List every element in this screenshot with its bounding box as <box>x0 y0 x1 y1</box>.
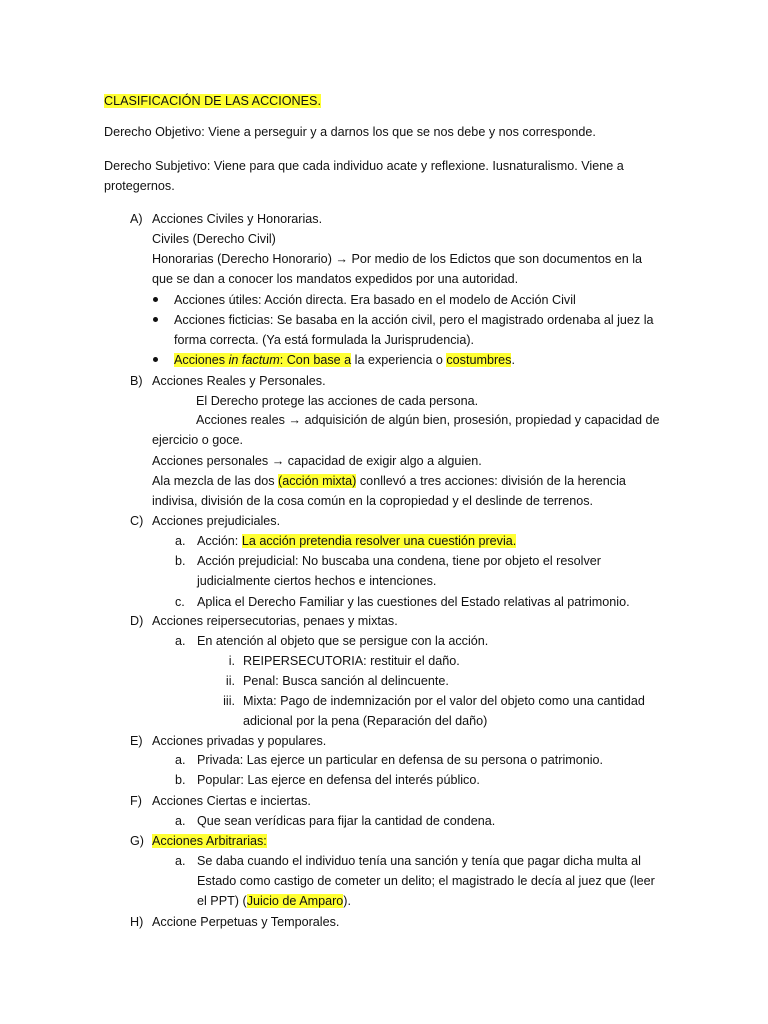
bullet-icon <box>153 357 158 362</box>
section-b-line-4: Acciones personales → capacidad de exigir algo a alguien. <box>152 454 482 468</box>
section-a-marker: A) <box>130 212 143 226</box>
section-d-iii-line-2: adicional por la pena (Reparación del daño) <box>243 714 488 728</box>
highlight-juicio-de-amparo: Juicio de Amparo <box>246 894 344 908</box>
section-b-marker: B) <box>130 374 143 388</box>
section-a-bullet-2-line-1: Acciones ficticias: Se basaba en la acción civil, pero el magistrado ordenaba al juez la <box>174 313 654 327</box>
highlight-acciones-arbitrarias: Acciones Arbitrarias: <box>152 834 267 848</box>
section-d-ii-marker: ii. <box>225 674 235 688</box>
section-a-heading: Acciones Civiles y Honorarias. <box>152 212 323 226</box>
highlight-cuestion-previa: La acción pretendia resolver una cuestión previa. <box>241 534 517 548</box>
section-d-heading: Acciones reipersecutorias, penaes y mixtas. <box>152 614 398 628</box>
section-b-line-5 <box>152 471 626 491</box>
section-h-marker: H) <box>130 915 144 929</box>
section-c-a <box>197 531 516 551</box>
section-c-b-line-1: Acción prejudicial: No buscaba una condena, tiene por objeto el resolver <box>197 554 601 568</box>
section-b-line-6: indivisa, división de la cosa común en la copropiedad y el deslinde de terrenos. <box>152 494 594 508</box>
section-g-a-line-2: Estado como castigo de cometer un delito; el magistrado le decía al juez que (leer <box>197 874 655 888</box>
section-e-a-marker: a. <box>175 753 186 767</box>
section-a-civiles: Civiles (Derecho Civil) <box>152 232 276 246</box>
section-e-marker: E) <box>130 734 143 748</box>
paragraph-derecho-subjetivo-line-1: Derecho Subjetivo: Viene para que cada individuo acate y reflexione. Iusnaturalismo. Viene a <box>104 159 624 173</box>
section-d-a-marker: a. <box>175 634 186 648</box>
document-title <box>104 91 321 111</box>
section-b-line-2: Acciones reales → adquisición de algún bien, prosesión, propiedad y capacidad de <box>196 413 660 427</box>
section-d-a: En atención al objeto que se persigue con la acción. <box>197 634 489 648</box>
highlight-in-factum: in factum <box>228 353 280 367</box>
section-f-a: Que sean verídicas para fijar la cantidad de condena. <box>197 814 496 828</box>
section-d-i-marker: i. <box>228 654 235 668</box>
text-el-ppt: el PPT) ( <box>197 894 247 908</box>
highlight-costumbres: costumbres <box>446 353 512 367</box>
section-c-c: Aplica el Derecho Familiar y las cuestiones del Estado relativas al patrimonio. <box>197 595 630 609</box>
section-g-heading <box>152 831 267 851</box>
section-d-iii-marker: iii. <box>223 694 235 708</box>
section-a-bullet-3 <box>174 350 515 370</box>
section-c-b-line-2: judicialmente ciertos hechos e intenciones. <box>197 574 437 588</box>
bullet-icon <box>153 297 158 302</box>
section-g-a-marker: a. <box>175 854 186 868</box>
text-conllevo: conllevó a tres acciones: división de la herencia <box>356 474 626 488</box>
section-g-a-line-1: Se daba cuando el individuo tenía una sanción y tenía que pagar dicha multa al <box>197 854 641 868</box>
bullet-icon <box>153 317 158 322</box>
section-e-b-marker: b. <box>175 773 186 787</box>
section-d-iii-line-1: Mixta: Pago de indemnización por el valor del objeto como una cantidad <box>243 694 645 708</box>
section-b-line-1: El Derecho protege las acciones de cada persona. <box>196 394 479 408</box>
section-d-marker: D) <box>130 614 144 628</box>
section-c-marker: C) <box>130 514 144 528</box>
paragraph-derecho-objetivo: Derecho Objetivo: Viene a perseguir y a darnos los que se nos debe y nos corresponde. <box>104 125 596 139</box>
section-c-a-marker: a. <box>175 534 186 548</box>
text-accion: Acción: <box>197 534 242 548</box>
section-c-b-marker: b. <box>175 554 186 568</box>
section-a-honorarias-line-1: Honorarias (Derecho Honorario) → Por medio de los Edictos que son documentos en la <box>152 252 643 266</box>
section-g-marker: G) <box>130 834 144 848</box>
section-h-heading: Accione Perpetuas y Temporales. <box>152 915 340 929</box>
section-a-honorarias-line-2: que se dan a conocer los mandatos expedidos por una autoridad. <box>152 272 519 286</box>
section-c-heading: Acciones prejudiciales. <box>152 514 281 528</box>
text-ala-mezcla: Ala mezcla de las dos <box>152 474 278 488</box>
highlight-acciones: Acciones <box>174 353 229 367</box>
section-f-heading: Acciones Ciertas e inciertas. <box>152 794 311 808</box>
section-b-heading: Acciones Reales y Personales. <box>152 374 326 388</box>
section-e-heading: Acciones privadas y populares. <box>152 734 327 748</box>
text-close-paren: ). <box>343 894 351 908</box>
text-experiencia: la experiencia o <box>351 353 447 367</box>
section-e-a: Privada: Las ejerce un particular en defensa de su persona o patrimonio. <box>197 753 604 767</box>
section-a-bullet-2-line-2: forma correcta. (Ya está formulada la Jurisprudencia). <box>174 333 475 347</box>
highlight-accion-mixta: (acción mixta) <box>278 474 357 488</box>
section-f-a-marker: a. <box>175 814 186 828</box>
title-highlight: CLASIFICACIÓN DE LAS ACCIONES. <box>104 94 321 108</box>
paragraph-derecho-subjetivo-line-2: protegernos. <box>104 179 175 193</box>
text-period: . <box>511 353 515 367</box>
section-g-a-line-3 <box>197 891 351 911</box>
section-f-marker: F) <box>130 794 142 808</box>
section-a-bullet-1: Acciones útiles: Acción directa. Era basado en el modelo de Acción Civil <box>174 293 576 307</box>
highlight-con-base-a: : Con base a <box>279 353 352 367</box>
section-d-i: REIPERSECUTORIA: restituir el daño. <box>243 654 460 668</box>
section-e-b: Popular: Las ejerce en defensa del interés público. <box>197 773 480 787</box>
section-c-c-marker: c. <box>175 595 185 609</box>
section-b-line-3: ejercicio o goce. <box>152 433 244 447</box>
section-d-ii: Penal: Busca sanción al delincuente. <box>243 674 449 688</box>
